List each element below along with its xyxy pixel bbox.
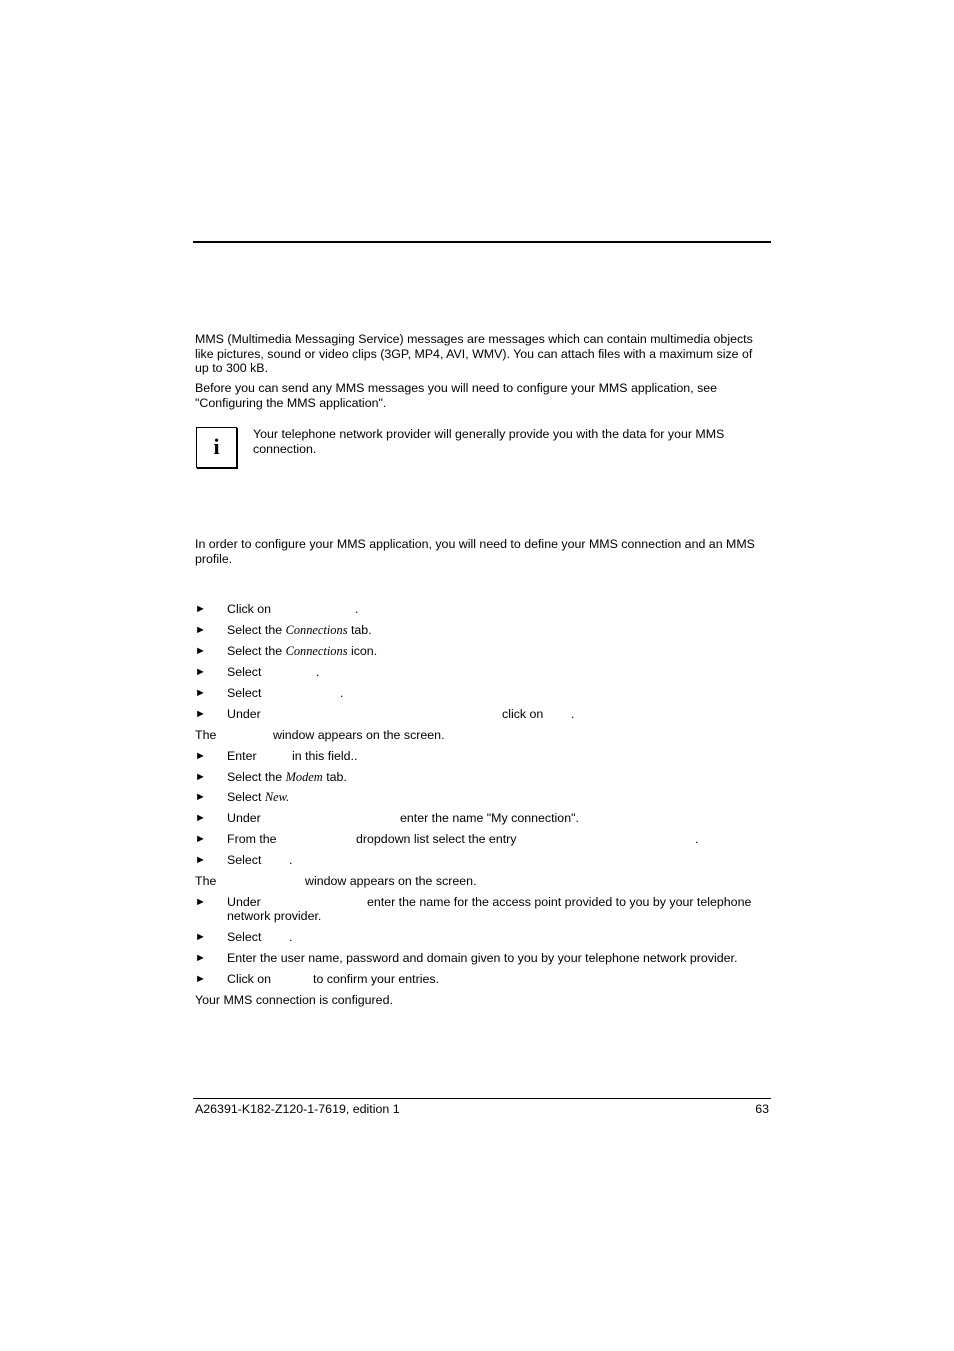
arrow-bullet-icon: ► xyxy=(195,952,206,964)
arrow-bullet-icon: ► xyxy=(195,750,206,762)
document-id: A26391-K182-Z120-1-7619, edition 1 xyxy=(195,1102,400,1116)
configure-hint-paragraph: Before you can send any MMS messages you will need to configure your MMS application, see "Configuring the MMS application". xyxy=(195,381,718,410)
config-intro-paragraph: In order to configure your MMS application, you will need to define your MMS connection and an MMS profile. xyxy=(195,537,755,566)
arrow-bullet-icon: ► xyxy=(195,603,206,615)
arrow-bullet-icon: ► xyxy=(195,687,206,699)
arrow-bullet-icon: ► xyxy=(195,771,206,783)
arrow-bullet-icon: ► xyxy=(195,931,206,943)
info-note: Your telephone network provider will generally provide you with the data for your MMS connection. xyxy=(253,427,725,456)
header-rule xyxy=(193,241,771,243)
page-number: 63 xyxy=(755,1102,769,1116)
arrow-bullet-icon: ► xyxy=(195,833,206,845)
arrow-bullet-icon: ► xyxy=(195,812,206,824)
arrow-bullet-icon: ► xyxy=(195,645,206,657)
intro-paragraph: MMS (Multimedia Messaging Service) messages are messages which can contain multimedia objects like pictures, sound or video clips (3GP, MP4, AVI, WMV). You can attach files with a maximum size of up to 300 kB. xyxy=(195,332,753,376)
arrow-bullet-icon: ► xyxy=(195,854,206,866)
arrow-bullet-icon: ► xyxy=(195,896,206,908)
arrow-bullet-icon: ► xyxy=(195,791,206,803)
info-icon: i xyxy=(196,427,237,468)
arrow-bullet-icon: ► xyxy=(195,666,206,678)
arrow-bullet-icon: ► xyxy=(195,624,206,636)
footer-rule xyxy=(193,1098,771,1099)
arrow-bullet-icon: ► xyxy=(195,973,206,985)
arrow-bullet-icon: ► xyxy=(195,708,206,720)
